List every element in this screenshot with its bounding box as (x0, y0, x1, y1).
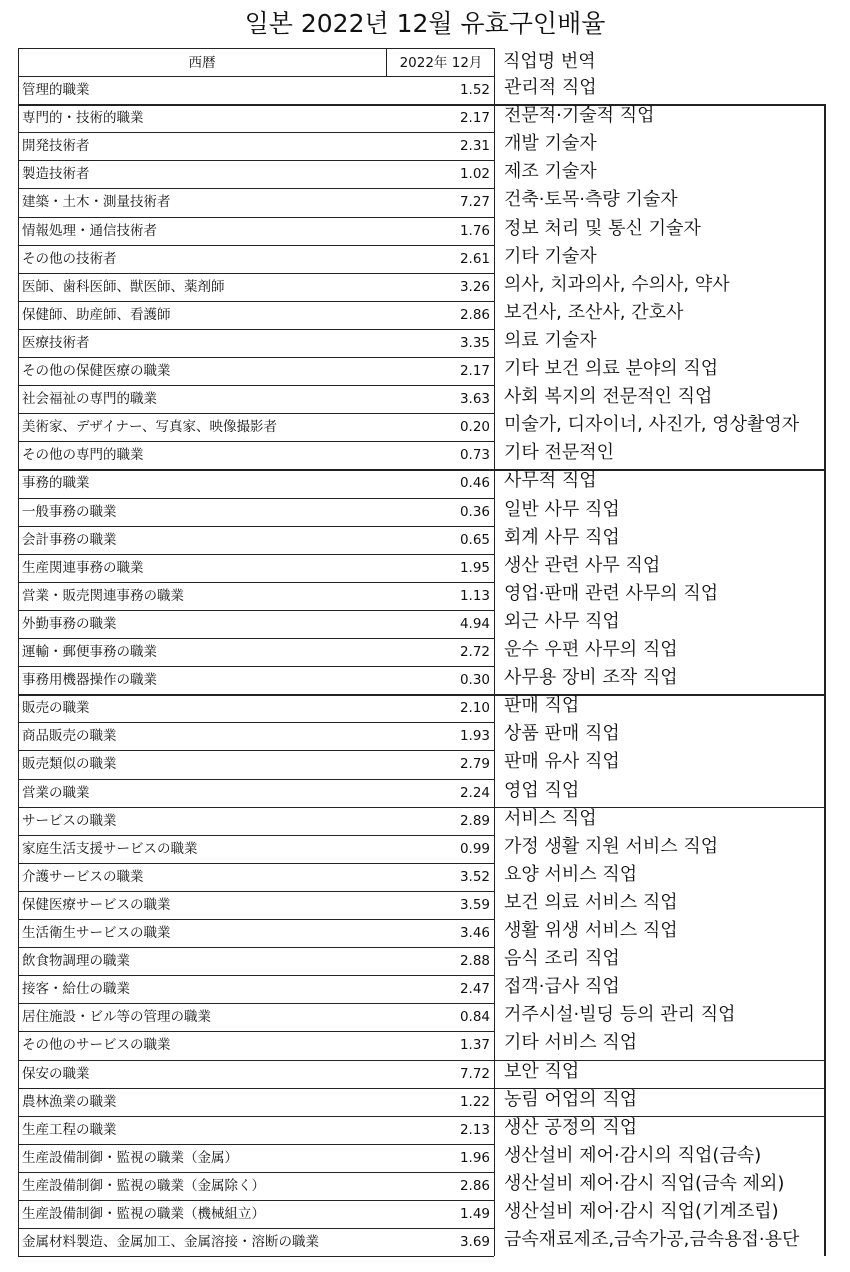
header-divider (386, 48, 387, 76)
job-opening-ratio-value: 3.59 (459, 896, 490, 913)
occupation-name-jp: その他の保健医療の職業 (22, 363, 171, 379)
occupation-name-jp: 保健師、助産師、看護師 (22, 306, 171, 323)
occupation-name-jp: 会計事務の職業 (22, 531, 117, 548)
occupation-name-jp: 販売類似の職業 (22, 756, 117, 773)
occupation-name-jp: 専門的・技術的職業 (22, 110, 144, 127)
job-opening-ratio-value: 2.86 (459, 1177, 490, 1194)
occupation-name-jp: 事務的職業 (22, 475, 90, 492)
occupation-name-jp: 家庭生活支援サービスの職業 (22, 840, 198, 857)
occupation-name-jp: 運輸・郵便事務の職業 (22, 644, 157, 660)
occupation-name-kr: 영업 직업 (504, 779, 580, 801)
occupation-name-jp: 事務用機器操作の職業 (22, 672, 157, 689)
job-opening-ratio-value: 0.30 (459, 672, 490, 689)
occupation-name-kr: 농림 어업의 직업 (504, 1088, 638, 1110)
occupation-name-jp: 生活衛生サービスの職業 (22, 925, 171, 941)
job-opening-ratio-value: 1.37 (459, 1037, 490, 1054)
job-opening-ratio-value: 1.13 (459, 587, 490, 604)
job-opening-ratio-value: 3.46 (459, 925, 490, 941)
job-opening-ratio-value: 1.02 (459, 166, 490, 183)
occupation-name-kr: 서비스 직업 (504, 807, 597, 829)
occupation-name-kr: 전문적·기술적 직업 (504, 105, 655, 127)
job-opening-ratio-value: 2.31 (459, 138, 490, 155)
occupation-name-kr: 미술가, 디자이너, 사진가, 영상촬영자 (504, 414, 800, 436)
occupation-name-jp: 生産設備制御・監視の職業（金属） (22, 1149, 238, 1166)
job-opening-ratio-value: 0.36 (459, 503, 490, 520)
occupation-name-jp: その他の専門的職業 (22, 447, 144, 464)
header-col-translation: 직업명 번역 (503, 51, 596, 72)
occupation-name-kr: 생산 관련 사무 직업 (504, 554, 661, 576)
occupation-name-jp: 医師、歯科医師、獣医師、薬剤師 (22, 278, 225, 295)
header-col-name: 西暦 (188, 55, 216, 71)
table-top-border (18, 48, 494, 49)
table-right-border (494, 48, 495, 1256)
occupation-name-jp: 生産関連事務の職業 (22, 559, 144, 576)
occupation-name-kr: 의사, 치과의사, 수의사, 약사 (504, 273, 730, 295)
occupation-name-jp: 飲食物調理の職業 (22, 953, 130, 970)
occupation-name-kr: 기타 보건 의료 분야의 직업 (504, 358, 719, 379)
job-opening-ratio-value: 0.65 (459, 531, 490, 548)
job-opening-ratio-value: 1.95 (459, 559, 490, 576)
occupation-name-kr: 정보 처리 및 통신 기술자 (504, 217, 701, 239)
job-opening-ratio-value: 1.22 (459, 1093, 490, 1110)
job-opening-ratio-value: 1.76 (459, 222, 490, 239)
job-opening-ratio-value: 0.99 (459, 840, 490, 857)
occupation-name-kr: 회계 사무 직업 (504, 526, 620, 548)
table-bottom-border (18, 1256, 494, 1257)
header-col-value: 2022年 12月 (399, 55, 483, 71)
occupation-name-kr: 생산 공정의 직업 (504, 1116, 638, 1138)
occupation-name-kr: 생산설비 제어·감시의 직업(금속) (504, 1144, 762, 1166)
job-opening-ratio-value: 2.72 (459, 644, 490, 660)
occupation-name-jp: その他の技術者 (22, 250, 117, 267)
occupation-name-kr: 음식 조리 직업 (504, 948, 620, 970)
occupation-name-jp: 保健医療サービスの職業 (22, 896, 171, 913)
job-opening-ratio-value: 7.27 (459, 194, 490, 211)
occupation-name-jp: 営業・販売関連事務の職業 (22, 587, 184, 604)
occupation-name-kr: 기타 서비스 직업 (504, 1032, 638, 1054)
occupation-name-jp: 医療技術者 (22, 334, 90, 351)
job-opening-ratio-value: 3.35 (459, 334, 490, 351)
job-opening-ratio-value: 7.72 (459, 1065, 490, 1082)
occupation-name-kr: 건축·토목·측량 기술자 (504, 189, 678, 211)
occupation-name-jp: 農林漁業の職業 (22, 1093, 117, 1110)
occupation-name-kr: 기타 기술자 (504, 245, 597, 267)
occupation-name-jp: 生産設備制御・監視の職業（機械組立） (22, 1206, 265, 1222)
occupation-name-jp: 金属材料製造、金属加工、金属溶接・溶断の職業 (22, 1234, 319, 1251)
occupation-name-kr: 생활 위생 서비스 직업 (504, 920, 678, 941)
occupation-name-jp: 外勤事務の職業 (22, 615, 117, 632)
job-opening-ratio-value: 1.49 (459, 1206, 490, 1222)
job-opening-ratio-value: 2.88 (459, 953, 490, 970)
job-opening-ratio-value: 3.63 (459, 391, 490, 408)
occupation-name-kr: 생산설비 제어·감시 직업(기계조립) (504, 1201, 779, 1222)
occupation-name-jp: 生産工程の職業 (22, 1121, 117, 1138)
job-opening-ratio-value: 2.89 (459, 812, 490, 829)
occupation-name-kr: 금속재료제조,금속가공,금속용접·용단 (504, 1229, 800, 1251)
occupation-name-kr: 거주시설·빌딩 등의 관리 직업 (504, 1004, 736, 1026)
occupation-name-kr: 의료 기술자 (504, 329, 597, 351)
occupation-name-kr: 개발 기술자 (504, 133, 597, 155)
job-opening-ratio-value: 2.17 (459, 110, 490, 127)
occupation-name-kr: 보건 의료 서비스 직업 (504, 891, 678, 913)
occupation-name-kr: 운수 우편 사무의 직업 (504, 639, 678, 660)
occupation-name-kr: 생산설비 제어·감시 직업(금속 제외) (504, 1172, 785, 1194)
job-opening-ratio-value: 1.96 (459, 1149, 490, 1166)
occupation-name-jp: 建築・土木・測量技術者 (22, 194, 171, 211)
job-opening-ratio-value: 2.17 (459, 363, 490, 379)
occupation-name-kr: 판매 직업 (504, 695, 580, 717)
job-opening-ratio-value: 0.84 (459, 1009, 490, 1026)
occupation-name-kr: 사무용 장비 조작 직업 (504, 667, 678, 689)
job-opening-ratio-value: 3.26 (459, 278, 490, 295)
occupation-name-jp: 居住施設・ビル等の管理の職業 (22, 1009, 211, 1026)
job-opening-ratio-value: 0.73 (459, 447, 490, 464)
job-opening-ratio-value: 2.86 (459, 306, 490, 323)
page-title: 일본 2022년 12월 유효구인배율 (244, 9, 606, 38)
occupation-name-jp: 生産設備制御・監視の職業（金属除く） (22, 1177, 265, 1194)
occupation-name-kr: 외근 사무 직업 (504, 610, 620, 632)
occupation-name-jp: 管理的職業 (22, 82, 90, 98)
occupation-name-jp: その他のサービスの職業 (22, 1037, 171, 1054)
occupation-name-kr: 보안 직업 (504, 1060, 580, 1082)
job-opening-ratio-value: 0.46 (459, 475, 490, 492)
occupation-name-kr: 일반 사무 직업 (504, 498, 620, 520)
occupation-name-kr: 가정 생활 지원 서비스 직업 (504, 835, 719, 857)
group-right-border (824, 104, 826, 1256)
occupation-name-jp: 社会福祉の専門的職業 (22, 391, 157, 408)
occupation-name-jp: 情報処理・通信技術者 (22, 222, 157, 239)
occupation-name-jp: 営業の職業 (22, 784, 90, 801)
occupation-name-jp: 介護サービスの職業 (22, 868, 144, 885)
occupation-name-kr: 요양 서비스 직업 (504, 863, 638, 885)
job-opening-ratio-value: 3.52 (459, 868, 490, 885)
occupation-name-jp: 製造技術者 (22, 166, 90, 183)
occupation-name-jp: 一般事務の職業 (22, 503, 117, 520)
occupation-name-jp: 商品販売の職業 (22, 728, 117, 745)
occupation-name-jp: 開発技術者 (22, 138, 90, 155)
occupation-name-jp: 保安の職業 (22, 1065, 90, 1082)
occupation-name-kr: 상품 판매 직업 (504, 723, 620, 745)
occupation-name-jp: 接客・給仕の職業 (22, 981, 130, 998)
occupation-name-kr: 보건사, 조산사, 간호사 (504, 301, 684, 323)
occupation-name-jp: サービスの職業 (22, 812, 117, 829)
occupation-name-kr: 사회 복지의 전문적인 직업 (504, 386, 713, 408)
occupation-name-kr: 영업·판매 관련 사무의 직업 (504, 582, 719, 604)
table-left-border (18, 48, 19, 1256)
job-opening-ratio-value: 0.20 (459, 419, 490, 436)
occupation-name-jp: 美術家、デザイナー、写真家、映像撮影者 (22, 419, 278, 436)
job-opening-ratio-value: 4.94 (459, 615, 490, 632)
occupation-name-kr: 접객·급사 직업 (504, 976, 620, 998)
occupation-name-kr: 기타 전문적인 (504, 442, 615, 464)
job-opening-ratio-value: 1.93 (459, 728, 490, 745)
job-opening-ratio-value: 2.10 (459, 700, 490, 717)
occupation-name-kr: 사무적 직업 (504, 470, 597, 492)
occupation-name-kr: 관리적 직업 (504, 77, 597, 98)
job-opening-ratio-value: 1.52 (459, 82, 490, 98)
occupation-name-kr: 제조 기술자 (504, 161, 597, 183)
job-opening-ratio-value: 2.13 (459, 1121, 490, 1138)
job-opening-ratio-value: 2.61 (459, 250, 490, 267)
occupation-name-kr: 판매 유사 직업 (504, 751, 620, 773)
job-opening-ratio-value: 2.24 (459, 784, 490, 801)
job-opening-ratio-value: 2.47 (459, 981, 490, 998)
occupation-name-jp: 販売の職業 (22, 700, 90, 717)
job-opening-ratio-value: 2.79 (459, 756, 490, 773)
job-opening-ratio-value: 3.69 (459, 1234, 490, 1251)
